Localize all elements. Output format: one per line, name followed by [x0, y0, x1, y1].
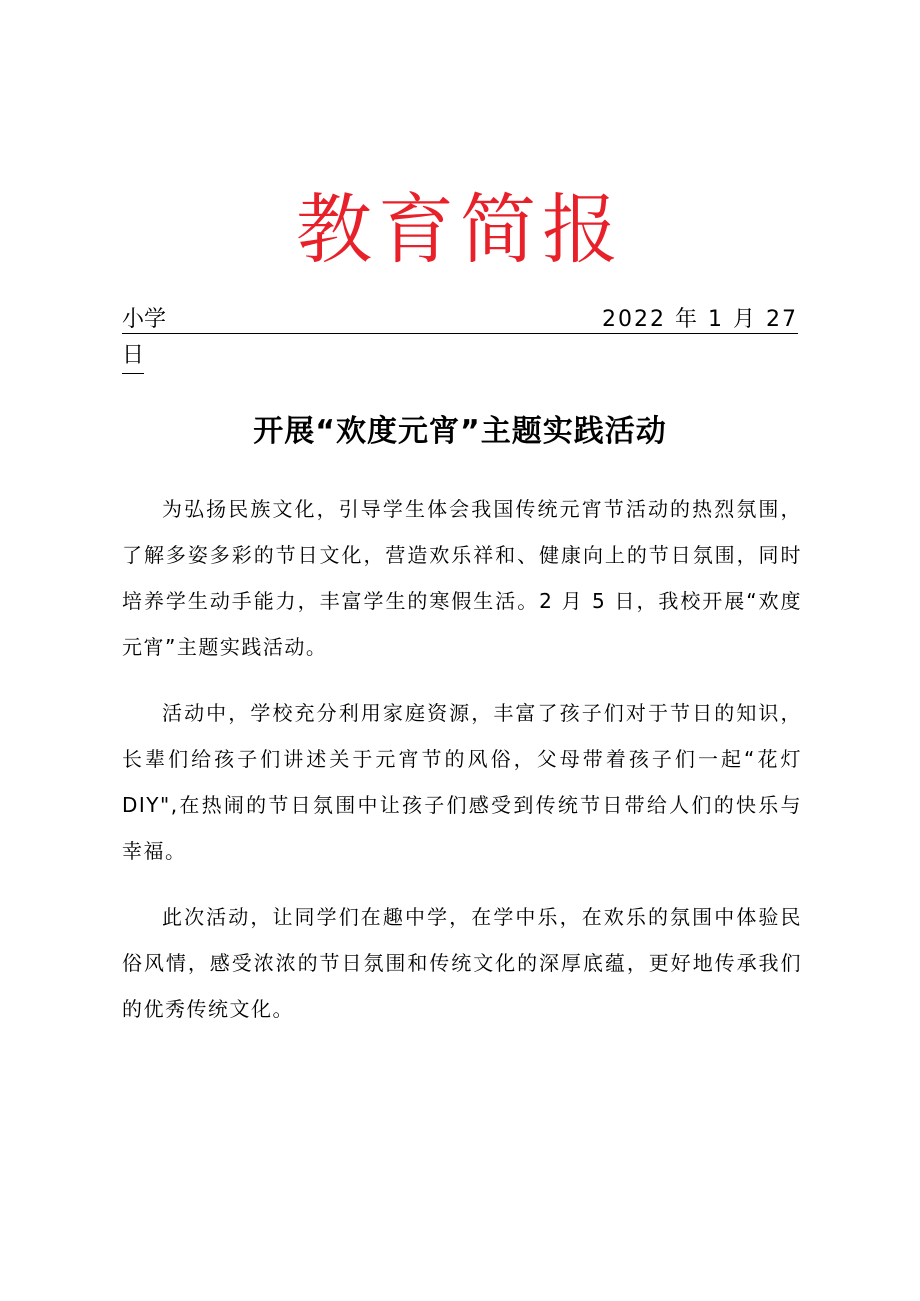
school-name: 小学 — [122, 307, 167, 332]
article-paragraph: 此次活动，让同学们在趣中学，在学中乐，在欢乐的氛围中体验民俗风情，感受浓浓的节日氛围和传统文化的深厚底蕴，更好地传承我们的优秀传统文化。 — [122, 905, 802, 1021]
article-body — [122, 486, 802, 1052]
article-headline: 开展“欢度元宵”主题实践活动 — [253, 414, 667, 449]
article-paragraph: 活动中，学校充分利用家庭资源，丰富了孩子们对于节日的知识，长辈们给孩子们讲述关于元宵节的风俗，父母带着孩子们一起“花灯 DIY",在热闹的节日氛围中让孩子们感受到传统节日带给人们的快乐与幸福。 — [122, 701, 802, 863]
byline — [122, 302, 798, 374]
byline-underlined-row — [122, 302, 798, 334]
masthead-title: 教育简报 — [296, 185, 624, 274]
byline-date-continuation — [122, 336, 798, 374]
issue-date-day: 日 — [122, 339, 144, 374]
article-paragraph: 为弘扬民族文化，引导学生体会我国传统元宵节活动的热烈氛围，了解多姿多彩的节日文化，营造欢乐祥和、健康向上的节日氛围，同时培养学生动手能力，丰富学生的寒假生活。2 月 5 日，我校开展“欢度元宵”主题实践活动。 — [122, 497, 802, 659]
issue-date: 2022 年 1 月 27 — [602, 307, 798, 332]
